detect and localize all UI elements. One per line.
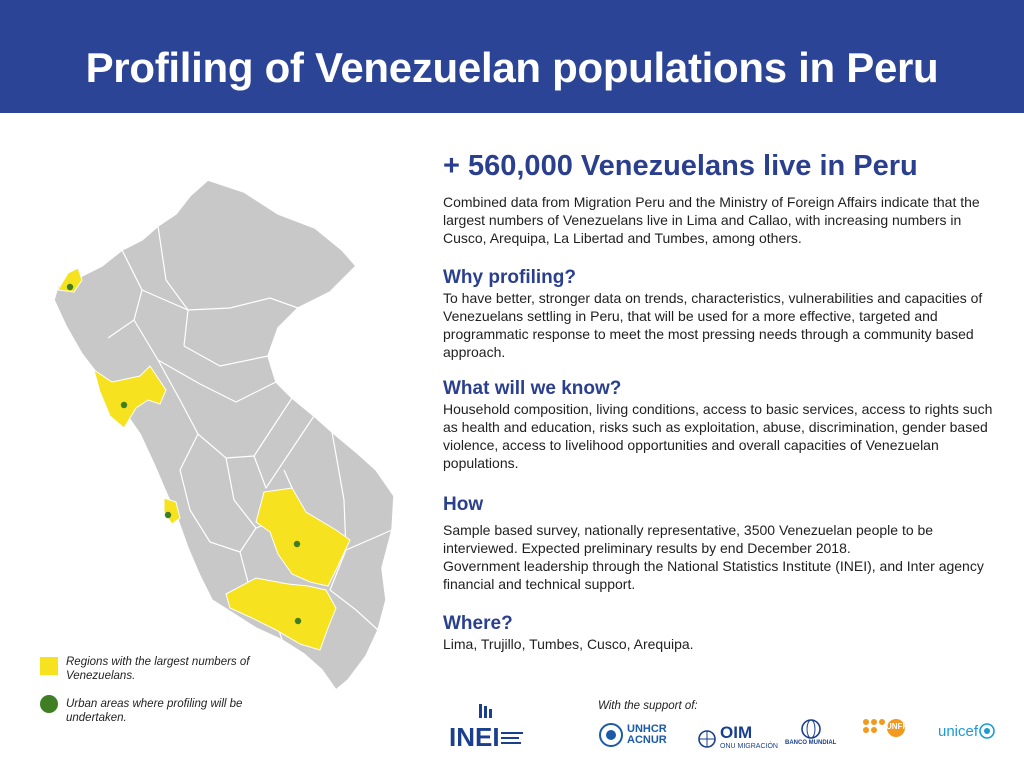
urban-dot-trujillo xyxy=(121,402,127,408)
oim-globe-icon xyxy=(697,729,717,749)
oim-logo xyxy=(697,724,778,753)
legend-yellow-swatch xyxy=(40,657,58,675)
peru-map xyxy=(30,170,410,690)
content-column xyxy=(443,148,1003,653)
section-body-how-2: Government leadership through the National Statistics Institute (INEI), and Inter agency financial and technical support. xyxy=(443,558,984,592)
legend-regions xyxy=(40,655,296,683)
support-label: With the support of: xyxy=(598,700,698,712)
inei-logo-text: INEI xyxy=(449,722,500,752)
peru-outline xyxy=(54,180,394,690)
unhcr-text: UNHCR xyxy=(627,723,667,735)
legend-green-dot xyxy=(40,695,58,713)
unfpa-logo xyxy=(860,716,913,750)
acnur-text: ACNUR xyxy=(627,734,667,746)
unicef-text: unicef xyxy=(938,722,979,740)
title-banner xyxy=(0,0,1024,113)
unhcr-logo xyxy=(598,722,667,748)
urban-dot-arequipa xyxy=(295,618,301,624)
section-body-how: Sample based survey, nationally representative, 3500 Venezuelan people to be interviewed. Expected preliminary results by end December 2018. xyxy=(443,522,934,556)
legend-urban-label: Urban areas where profiling will be undertaken. xyxy=(66,698,243,724)
oim-text: OIM xyxy=(720,723,753,742)
legend-regions-label: Regions with the largest numbers of Venezuelans. xyxy=(66,656,250,682)
oim-sub-text: ONU MIGRACIÓN xyxy=(720,743,778,750)
section-title-what: What will we know? xyxy=(443,378,622,399)
page-title: Profiling of Venezuelan populations in Peru xyxy=(85,44,939,91)
headline: + 560,000 Venezuelans live in Peru xyxy=(443,150,918,182)
legend-urban xyxy=(40,695,296,725)
banco-mundial-text: BANCO MUNDIAL xyxy=(785,740,837,746)
unicef-emblem-icon xyxy=(978,722,996,740)
section-title-how: How xyxy=(443,494,484,515)
urban-dot-tumbes xyxy=(67,284,73,290)
section-body-why: To have better, stronger data on trends, characteristics, vulnerabilities and capacities of Venezuelans settling in Peru, that will be used for a more effective, targeted and programmatic response to meet the most pressing needs through a community based approach. xyxy=(443,290,983,360)
urban-dot-cusco xyxy=(294,541,300,547)
section-title-where: Where? xyxy=(443,613,513,634)
section-title-why: Why profiling? xyxy=(443,267,576,288)
world-bank-globe-icon xyxy=(800,718,822,740)
inei-logo xyxy=(449,702,525,752)
unicef-logo xyxy=(938,722,996,740)
intro-paragraph: Combined data from Migration Peru and the Ministry of Foreign Affairs indicate that the largest numbers of Venezuelans live in Lima and Callao, with increasing numbers in Cusco, Arequipa, La Libertad and Tumbes, among others. xyxy=(443,194,980,246)
unfpa-text: UNFPA xyxy=(886,722,913,731)
banco-mundial-logo xyxy=(785,718,836,746)
urban-dot-lima xyxy=(165,512,171,518)
section-body-what: Household composition, living conditions, access to basic services, access to rights such as health and education, risks such as exploitation, abuse, discrimination, gender based violence, access to livelihood opportunities and overall capacities of Venezuelan populations. xyxy=(443,401,993,471)
section-body-where: Lima, Trujillo, Tumbes, Cusco, Arequipa. xyxy=(443,636,694,652)
peru-land xyxy=(54,180,394,690)
unhcr-emblem-icon xyxy=(598,722,624,748)
